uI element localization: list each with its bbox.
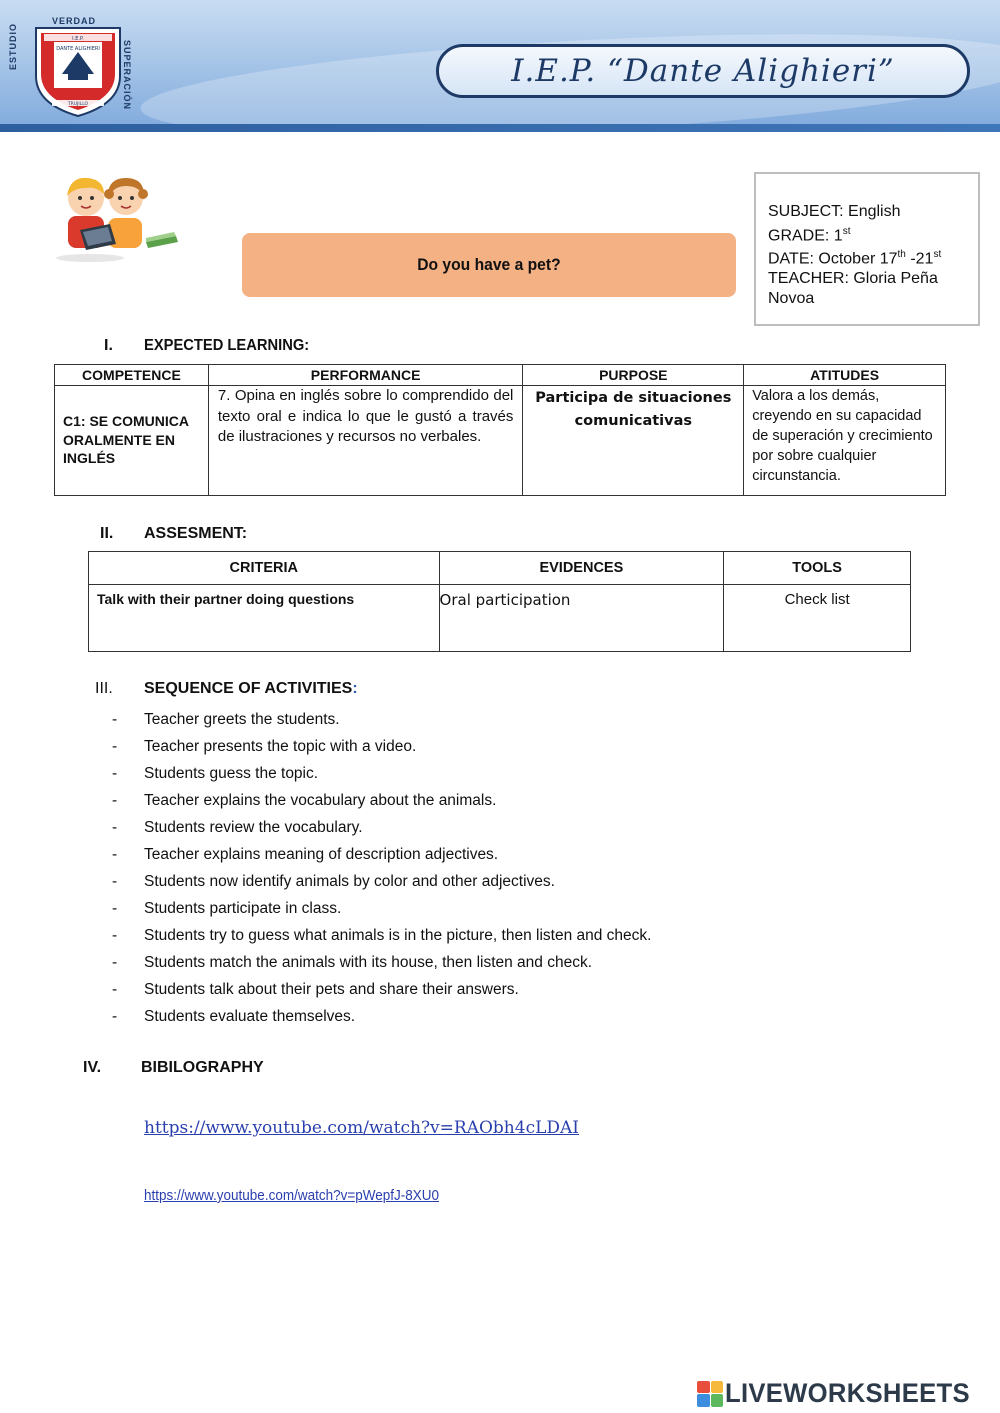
table-header-row: [89, 552, 911, 585]
list-item: - Students guess the topic.: [112, 760, 651, 787]
competence-cell: C1: SE COMUNICA ORALMENTE EN INGLÉS: [55, 386, 209, 496]
list-item: - Students review the vocabulary.: [112, 814, 651, 841]
purpose-cell: Participa de situaciones comunicativas: [523, 386, 744, 496]
banner-stripe: [0, 124, 1000, 132]
list-item: - Students evaluate themselves.: [112, 1003, 651, 1030]
activity-text: Students match the animals with its house, then listen and check.: [144, 954, 593, 971]
section-expected-learning-heading: [104, 337, 324, 355]
motto-superacion: SUPERACIÓN: [122, 40, 132, 111]
performance-cell: 7. Opina en inglés sobre lo comprendido del texto oral e indica lo que le gustó a través de ilustraciones y recursos no verbales.: [208, 386, 523, 496]
section-title-colon: :: [352, 680, 358, 697]
list-item: - Teacher presents the topic with a video.: [112, 733, 651, 760]
shield-label-city: TRUJILLO: [67, 102, 89, 107]
activities-list: [112, 706, 651, 1030]
liveworksheets-mark-icon: [697, 1381, 723, 1407]
topic-title: Do you have a pet?: [417, 255, 561, 274]
motto-estudio: ESTUDIO: [8, 22, 18, 70]
section-activities-heading: [95, 680, 358, 698]
attitudes-cell: Valora a los demás, creyendo en su capacidad de superación y crecimiento por sobre cualquier circunstancia.: [744, 386, 946, 496]
section-bibliography-heading: [83, 1059, 264, 1077]
activity-text: Teacher presents the topic with a video.: [144, 738, 417, 755]
section-number: I.: [104, 337, 113, 354]
date-start: DATE: October 17: [768, 250, 898, 268]
liveworksheets-logo: [697, 1378, 983, 1409]
column-header: ATITUDES: [744, 365, 946, 386]
activity-text: Students guess the topic.: [144, 765, 319, 782]
section-title: ASSESMENT:: [144, 525, 248, 542]
subject-line: SUBJECT: English: [768, 203, 901, 220]
list-item: - Students match the animals with its house, then listen and check.: [112, 949, 651, 976]
list-item: - Teacher explains meaning of description adjectives.: [112, 841, 651, 868]
list-item: - Students now identify animals by color and other adjectives.: [112, 868, 651, 895]
activity-text: Students try to guess what animals is in the picture, then listen and check.: [144, 927, 652, 944]
activity-text: Students talk about their pets and share their answers.: [144, 981, 519, 998]
bibliography-link-1[interactable]: https://www.youtube.com/watch?v=RAObh4cLDAI: [144, 1118, 580, 1138]
grade-text: GRADE: 1: [768, 226, 843, 244]
section-number: II.: [100, 525, 114, 542]
criteria-cell: Talk with their partner doing questions: [89, 585, 440, 652]
expected-learning-table: [54, 364, 946, 496]
column-header: CRITERIA: [89, 552, 440, 585]
date-start-suffix: th: [897, 249, 906, 261]
activity-text: Teacher greets the students.: [144, 711, 340, 728]
date-line: [768, 245, 966, 269]
grade-line: [768, 222, 966, 246]
section-title-text: SEQUENCE OF ACTIVITIES: [144, 680, 353, 697]
activity-text: Students review the vocabulary.: [144, 819, 363, 836]
activity-text: Teacher explains the vocabulary about the animals.: [144, 792, 497, 809]
list-item: - Students talk about their pets and share their answers.: [112, 976, 651, 1003]
school-name-plate: [436, 44, 970, 98]
section-title: EXPECTED LEARNING:: [144, 337, 310, 354]
column-header: EVIDENCES: [439, 552, 724, 585]
teacher-line: TEACHER: Gloria Peña Novoa: [768, 270, 938, 307]
motto-verdad: VERDAD: [52, 16, 97, 26]
bibliography-link-2[interactable]: https://www.youtube.com/watch?v=pWepfJ-8XU0: [144, 1187, 440, 1204]
activity-text: Students evaluate themselves.: [144, 1008, 356, 1025]
evidences-cell: Oral participation: [439, 585, 724, 652]
list-item: - Teacher greets the students.: [112, 706, 651, 733]
grade-suffix: st: [842, 225, 851, 237]
column-header: TOOLS: [724, 552, 911, 585]
activity-text: Teacher explains meaning of description adjectives.: [144, 846, 499, 863]
school-shield-logo: [32, 24, 124, 118]
table-header-row: [55, 365, 946, 386]
header-banner: [0, 0, 1000, 132]
school-name: I.E.P. “Dante Alighieri”: [511, 53, 895, 89]
assessment-table: [88, 551, 911, 652]
list-item: - Teacher explains the vocabulary about the animals.: [112, 787, 651, 814]
topic-banner: [242, 233, 736, 297]
date-end: -21: [905, 250, 934, 268]
shield-label-name: DANTE ALIGHIERI: [56, 46, 100, 52]
tools-cell: Check list: [724, 585, 911, 652]
section-assessment-heading: [100, 525, 247, 543]
activity-text: Students now identify animals by color and other adjectives.: [144, 873, 555, 890]
table-row: [89, 585, 911, 652]
table-row: [55, 386, 946, 496]
section-number: III.: [95, 680, 113, 697]
class-info-box: [754, 172, 980, 326]
list-item: - Students try to guess what animals is in the picture, then listen and check.: [112, 922, 651, 949]
liveworksheets-brand: LIVEWORKSHEETS: [725, 1378, 970, 1408]
section-number: IV.: [83, 1059, 102, 1076]
column-header: PURPOSE: [523, 365, 744, 386]
list-item: - Students participate in class.: [112, 895, 651, 922]
section-title: [144, 680, 358, 698]
column-header: PERFORMANCE: [208, 365, 523, 386]
column-header: COMPETENCE: [55, 365, 209, 386]
activity-text: Students participate in class.: [144, 900, 342, 917]
shield-label-top: I.E.P.: [72, 36, 84, 42]
kids-with-laptop-illustration: [50, 168, 180, 263]
section-title: BIBILOGRAPHY: [141, 1059, 264, 1076]
date-end-suffix: st: [933, 249, 942, 261]
